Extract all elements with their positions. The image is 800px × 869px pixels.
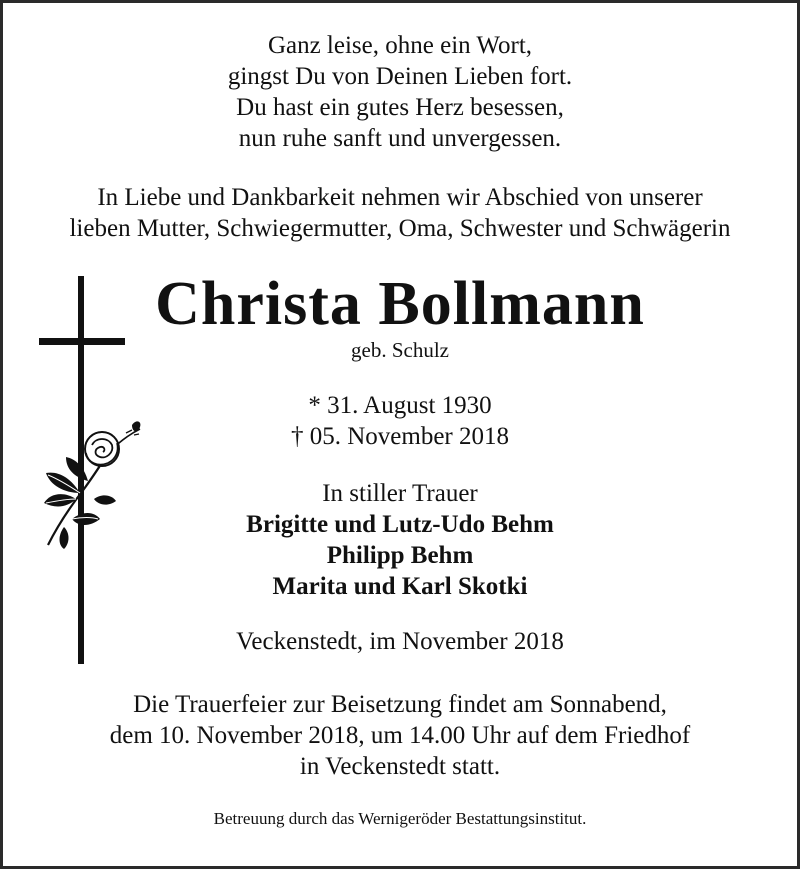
poem-line: nun ruhe sanft und unvergessen.: [238, 125, 562, 152]
mourner-name: Marita und Karl Skotki: [272, 573, 528, 600]
farewell-intro: [0, 182, 800, 244]
funeral-line: in Veckenstedt statt.: [299, 753, 501, 780]
mourner-name: Brigitte und Lutz-Udo Behm: [246, 511, 554, 538]
funeral-info: [0, 689, 800, 782]
mourning-heading: In stiller Trauer: [322, 480, 478, 507]
intro-line: In Liebe und Dankbarkeit nehmen wir Abschied von unserer: [97, 184, 703, 211]
deceased-name: Christa Bollmann: [155, 270, 645, 338]
funeral-line: Die Trauerfeier zur Beisetzung findet am Sonnabend,: [133, 691, 667, 718]
mourner-name: Philipp Behm: [326, 542, 474, 569]
poem-line: Ganz leise, ohne ein Wort,: [267, 32, 533, 59]
death-date: † 05. November 2018: [290, 423, 510, 450]
poem-line: gingst Du von Deinen Lieben fort.: [227, 63, 573, 90]
birth-name: geb. Schulz: [351, 338, 449, 362]
life-dates: [50, 390, 750, 452]
mourners-block: [50, 478, 750, 602]
funeral-home-credit: Betreuung durch das Wernigeröder Bestattungsinstitut.: [213, 809, 587, 828]
intro-line: lieben Mutter, Schwiegermutter, Oma, Schwester und Schwägerin: [69, 215, 731, 242]
birth-date: * 31. August 1930: [308, 392, 492, 419]
poem: [0, 30, 800, 154]
poem-line: Du hast ein gutes Herz besessen,: [236, 94, 564, 121]
funeral-line: dem 10. November 2018, um 14.00 Uhr auf dem Friedhof: [109, 722, 691, 749]
place-date: Veckenstedt, im November 2018: [236, 628, 564, 655]
